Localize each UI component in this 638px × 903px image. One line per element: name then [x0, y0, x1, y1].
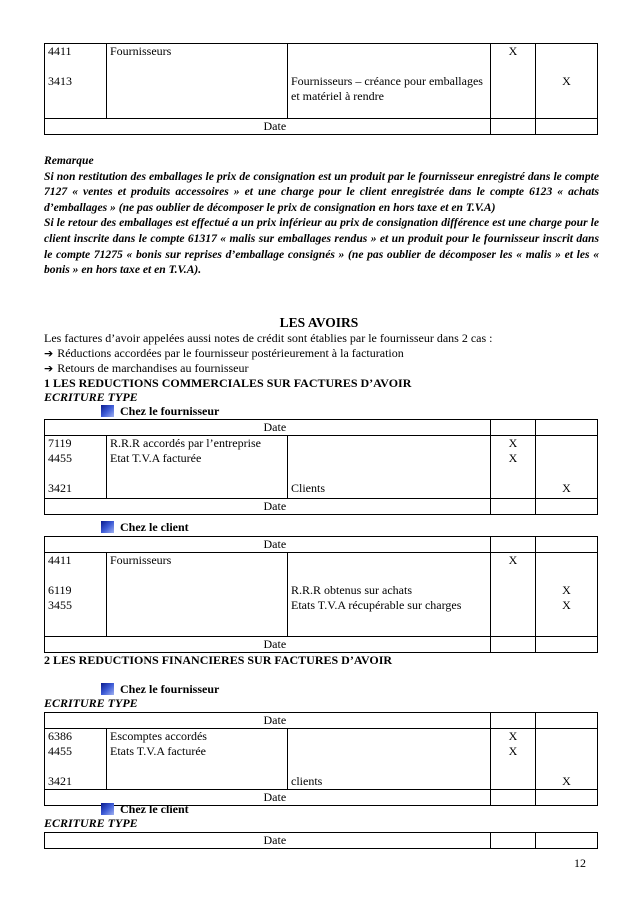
table-row: [45, 420, 598, 436]
date-label: Date: [263, 420, 287, 434]
remark-paragraph: Si le retour des emballages est effectué a un prix inférieur au prix de consignation différence est une charge pour le client inscrite dans le compte 61317 « malis sur emballages rendus » et un produit pour le fournisseur inscrit dans le compte 71275 « bonis sur reprises d’emballage consignés » (ne pas oublier de décomposer les « malis » et les « bonis » en hors taxe et en T.V.A).: [44, 216, 599, 277]
account-number: 4411: [48, 553, 72, 567]
debit-labels: Escomptes accordés Etats T.V.A facturée: [107, 729, 288, 790]
journal-entry-rrr-client: [44, 536, 598, 653]
debit-label: Fournisseurs: [107, 44, 288, 119]
table-row: [45, 729, 598, 790]
right-arrow-icon: ➔: [44, 362, 54, 375]
account-number: 3421: [48, 481, 72, 495]
subsection-fournisseur: Chez le fournisseur: [101, 682, 219, 697]
table-row: [45, 499, 598, 515]
right-arrow-icon: ➔: [44, 347, 54, 360]
date-label: Date: [263, 499, 287, 513]
journal-entry-rrr-fournisseur: [44, 419, 598, 515]
remark-block: [44, 153, 599, 278]
section-title: LES AVOIRS: [279, 315, 359, 330]
date-label: Date: [263, 637, 287, 651]
debit-marks: X X: [491, 436, 536, 499]
account-numbers: 6119 3455: [48, 583, 72, 612]
account-number: 4411: [48, 44, 72, 58]
intro-text: Les factures d’avoir appelées aussi notes de crédit sont établies par le fournisseur dans 2 cas :: [44, 331, 493, 345]
subsection-fournisseur: Chez le fournisseur: [101, 404, 219, 419]
account-number: 3413: [48, 74, 72, 88]
blue-square-icon: [101, 521, 114, 533]
case-item: ➔ Retours de marchandises au fournisseur: [44, 361, 249, 375]
debit-mark: X: [491, 44, 536, 119]
debit-label: Fournisseurs: [107, 553, 288, 637]
subsection-title: 2 LES REDUCTIONS FINANCIERES SUR FACTURES D’AVOIR: [44, 653, 393, 667]
subsection-title: 1 LES REDUCTIONS COMMERCIALES SUR FACTURES D’AVOIR: [44, 376, 412, 390]
account-numbers: 6386 4455: [48, 729, 72, 758]
account-numbers: 7119 4455: [48, 436, 72, 465]
credit-marks: X X: [562, 583, 571, 612]
credit-label: Clients: [291, 481, 326, 495]
blue-square-icon: [101, 803, 114, 815]
credit-mark: X: [562, 774, 571, 788]
credit-label: Fournisseurs – créance pour emballages et matériel à rendre: [291, 74, 483, 103]
date-label: Date: [263, 119, 287, 133]
date-label: Date: [263, 790, 287, 804]
account-number: 3421: [48, 774, 72, 788]
subsection-client: Chez le client: [101, 802, 189, 817]
date-label: Date: [263, 713, 287, 727]
table-row: [45, 637, 598, 653]
credit-label: clients: [291, 774, 323, 788]
table-row: [45, 713, 598, 729]
table-row: [45, 119, 598, 135]
ecriture-type-label: ECRITURE TYPE: [44, 696, 138, 710]
subsection-client: Chez le client: [101, 520, 189, 535]
blue-square-icon: [101, 405, 114, 417]
credit-labels: R.R.R obtenus sur achats Etats T.V.A récupérable sur charges: [291, 583, 462, 612]
ecriture-type-label: ECRITURE TYPE: [44, 816, 138, 830]
table-row: [45, 436, 598, 499]
blue-square-icon: [101, 683, 114, 695]
date-label: Date: [263, 833, 287, 847]
page-number: 12: [574, 856, 586, 870]
case-item: ➔ Réductions accordées par le fournisseur postérieurement à la facturation: [44, 346, 404, 360]
credit-mark: X: [562, 74, 571, 88]
debit-mark: X: [491, 553, 536, 637]
remark-paragraph: Si non restitution des emballages le prix de consignation est un produit par le fournisseur enregistré dans le compte 7127 « ventes et produits accessoires » et une charge pour le client enregistrée dans le compte 6123 « achats d’emballages » (ne pas oublier de décomposer le prix de consignation en hors taxe et en T.V.A): [44, 169, 599, 214]
table-row: [45, 537, 598, 553]
table-row: [45, 553, 598, 637]
ecriture-type-label: ECRITURE TYPE: [44, 390, 138, 404]
date-label: Date: [263, 537, 287, 551]
table-row: [45, 44, 598, 119]
journal-entry-escompte-fournisseur: [44, 712, 598, 806]
remark-title: Remarque: [44, 154, 94, 167]
journal-entry-consignation: [44, 43, 598, 135]
debit-labels: R.R.R accordés par l’entreprise Etat T.V.A facturée: [107, 436, 288, 499]
table-row: [45, 833, 598, 849]
journal-entry-escompte-client: [44, 832, 598, 849]
debit-marks: X X: [491, 729, 536, 790]
credit-mark: X: [562, 481, 571, 495]
